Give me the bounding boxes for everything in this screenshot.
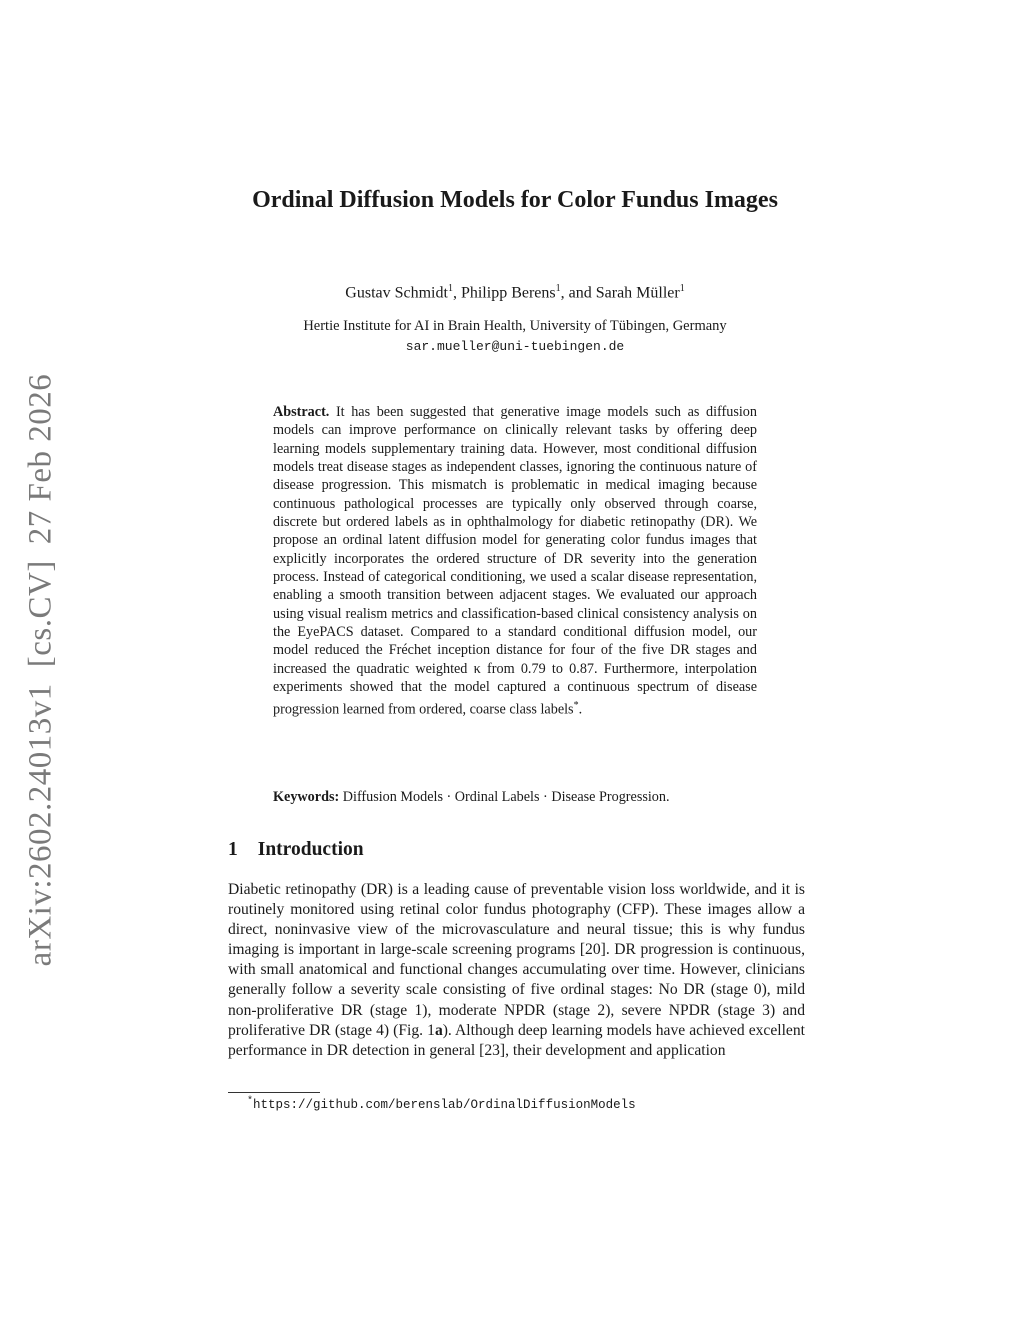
abstract-label: Abstract. [273,404,330,420]
intro-text-part: Diabetic retinopathy (DR) is a leading cause of preventable vision loss worldwide, and it is routinely monitored using retinal color fundus photography (CFP). These images allow a direct, noninvasive view of the microvasculature and neural tissue; this is why fundus imaging is important in large-scale screening programs [20]. DR progression is continuous, with small anatomical and functional changes accumulating over time. However, clinicians generally follow a severity scale consisting of five ordinal stages: No DR (stage 0), mild non-proliferative DR (stage 1), moderate NPDR (stage 2), severe NPDR (stage 3) and proliferative DR (stage 4) (Fig. 1 [228,881,805,1039]
author-separator: , [452,284,461,302]
keywords [273,789,757,806]
abstract-text: It has been suggested that generative image models such as diffusion models can improve performance on clinically relevant tasks by offering deep learning models supplementary training data. However, most conditional diffusion models treat disease stages as independent classes, ignoring the continuous nature of disease progression. This mismatch is problematic in medical imaging because continuous pathological processes are typically only observed through coarse, discrete but ordered labels as in ophthalmology for diabetic retinopathy (DR). We propose an ordinal latent diffusion model for generating color fundus images that explicitly incorporates the ordered structure of DR severity into the generation process. Instead of categorical conditioning, we used a scalar disease representation, enabling a smooth transition between adjacent stages. We evaluated our approach using visual realism metrics and classification-based clinical consistency analysis on the EyePACS dataset. Compared to a standard conditional diffusion model, our model reduced the Fréchet inception distance for four of the five DR stages and increased the quadratic weighted κ from 0.79 to 0.87. Furthermore, interpolation experiments showed that the model captured a continuous spectrum of disease progression learned from ordered, coarse class labels [273,404,757,718]
author-affiliation-mark: 1 [447,283,453,294]
abstract [273,403,757,719]
arxiv-id: arXiv:2602.24013v1 [22,683,59,967]
author-list [180,283,850,302]
keywords-text: Diffusion Models · Ordinal Labels · Disease Progression. [342,789,670,805]
footnote [247,1096,636,1112]
introduction-paragraph [228,880,805,1061]
intro-text-part: ). Although deep learning models have achieved excellent performance in DR detection in general [23], their development and application [228,1021,805,1059]
arxiv-date: 27 Feb 2026 [22,373,59,545]
author-name: Gustav Schmidt [345,284,448,302]
paper-title: Ordinal Diffusion Models for Color Fundus Images [252,187,778,213]
figure-reference-panel[interactable]: a [434,1021,443,1039]
abstract-footnote-mark[interactable]: * [573,699,579,711]
section-heading [228,839,364,861]
abstract-end-punct: . [578,701,583,718]
author-name: Sarah Müller [595,284,680,302]
author-name: Philipp Berens [460,284,556,302]
footnote-mark: * [247,1096,254,1107]
author-affiliation-mark: 1 [679,283,685,294]
keywords-label: Keywords: [273,789,340,805]
arxiv-identifier-stamp [23,358,60,967]
section-title: Introduction [257,839,364,860]
arxiv-category: [cs.CV] [22,560,59,668]
author-affiliation-mark: 1 [555,283,561,294]
footnote-url-link[interactable]: https://github.com/berenslab/OrdinalDiffusionModels [253,1098,636,1113]
author-separator: , and [560,284,596,302]
section-number: 1 [228,839,238,860]
footnote-divider [228,1092,320,1093]
contact-email[interactable]: sar.mueller@uni-tuebingen.de [405,339,625,354]
affiliation: Hertie Institute for AI in Brain Health, University of Tübingen, Germany [303,318,727,334]
